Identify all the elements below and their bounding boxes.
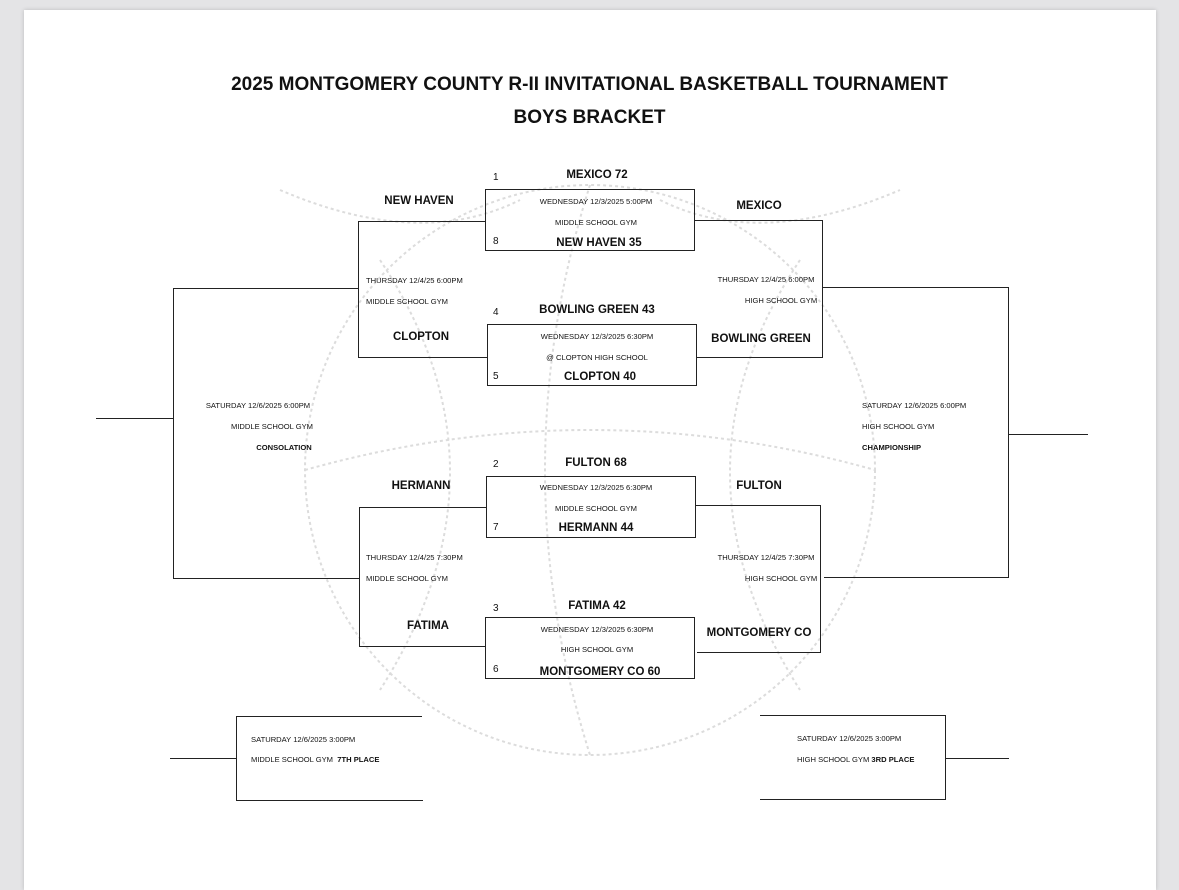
bracket-team-bottom: CLOPTON (392, 331, 450, 343)
bracket-line (359, 507, 486, 508)
game-team-bottom: CLOPTON 40 (564, 371, 636, 383)
bracket-line (697, 357, 823, 358)
game-date: WEDNESDAY 12/3/2025 6:30PM (540, 625, 654, 634)
game-team-top: MEXICO 72 (566, 169, 628, 181)
page-title: 2025 MONTGOMERY COUNTY R-II INVITATIONAL BASKETBALL TOURNAMENT (231, 74, 948, 95)
game-venue: HIGH SCHOOL GYM (560, 645, 634, 654)
bracket-line (170, 758, 236, 759)
consolation-date: SATURDAY 12/6/2025 6:00PM (205, 401, 311, 410)
bracket-line (358, 221, 359, 357)
championship-venue: HIGH SCHOOL GYM (862, 422, 935, 431)
bracket-team-top: MEXICO (736, 200, 782, 212)
bracket-line (173, 288, 358, 289)
seed-label: 5 (493, 371, 499, 382)
bracket-line (359, 507, 360, 646)
bracket-team-top: HERMANN (391, 480, 451, 492)
third-place-label: 3RD PLACE (871, 755, 915, 764)
game-team-top: BOWLING GREEN 43 (539, 304, 655, 316)
bracket-line (696, 505, 820, 506)
bracket-line (822, 220, 823, 358)
bracket-team-bottom: MONTGOMERY CO (706, 627, 812, 639)
seed-label: 8 (493, 236, 499, 247)
game-team-top: FULTON 68 (565, 457, 627, 469)
bracket-line (358, 357, 487, 358)
bracket-line (945, 715, 946, 799)
bracket-line (946, 758, 1009, 759)
bracket-line (1008, 287, 1009, 577)
bracket-line (760, 799, 946, 800)
championship-date: SATURDAY 12/6/2025 6:00PM (862, 401, 967, 410)
page-subtitle: BOYS BRACKET (513, 107, 666, 128)
bracket-team-top: NEW HAVEN (384, 195, 454, 207)
bracket-team-top: FULTON (736, 480, 782, 492)
bracket-date: THURSDAY 12/4/25 7:30PM (717, 553, 815, 562)
bracket-line (236, 716, 237, 800)
seed-label: 6 (493, 664, 499, 675)
bracket-venue: MIDDLE SCHOOL GYM (366, 574, 448, 583)
bracket-line (820, 505, 821, 652)
bracket-date: THURSDAY 12/4/25 6:00PM (717, 275, 815, 284)
bracket-line (823, 287, 1009, 288)
seventh-place-venue: MIDDLE SCHOOL GYM (251, 755, 333, 764)
bracket-line (697, 652, 821, 653)
third-place-venue: HIGH SCHOOL GYM (797, 755, 870, 764)
bracket-line (237, 716, 422, 717)
game-date: WEDNESDAY 12/3/2025 6:30PM (539, 483, 653, 492)
seed-label: 2 (493, 459, 499, 470)
bracket-venue: HIGH SCHOOL GYM (744, 296, 818, 305)
seed-label: 3 (493, 603, 499, 614)
seed-label: 4 (493, 307, 499, 318)
bracket-line (1009, 434, 1088, 435)
bracket-line (173, 288, 174, 578)
bracket-date: THURSDAY 12/4/25 7:30PM (366, 553, 463, 562)
game-team-top: FATIMA 42 (568, 600, 626, 612)
game-team-bottom: MONTGOMERY CO 60 (539, 666, 661, 678)
game-venue: @ CLOPTON HIGH SCHOOL (546, 353, 648, 362)
bracket-line (173, 578, 359, 579)
seventh-place-date: SATURDAY 12/6/2025 3:00PM (251, 735, 356, 744)
third-place-date: SATURDAY 12/6/2025 3:00PM (797, 734, 902, 743)
game-date: WEDNESDAY 12/3/2025 6:30PM (540, 332, 654, 341)
bracket-venue: HIGH SCHOOL GYM (744, 574, 818, 583)
game-venue: MIDDLE SCHOOL GYM (555, 504, 637, 513)
seed-label: 7 (493, 522, 499, 533)
consolation-venue: MIDDLE SCHOOL GYM (231, 422, 313, 431)
bracket-line (824, 577, 1009, 578)
game-date: WEDNESDAY 12/3/2025 5:00PM (539, 197, 653, 206)
bracket-line (96, 418, 173, 419)
seed-label: 1 (493, 172, 499, 183)
bracket-team-bottom: BOWLING GREEN (711, 333, 811, 345)
game-team-bottom: HERMANN 44 (558, 522, 634, 534)
game-team-bottom: NEW HAVEN 35 (556, 237, 642, 249)
bracket-date: THURSDAY 12/4/25 6:00PM (366, 276, 463, 285)
bracket-venue: MIDDLE SCHOOL GYM (366, 297, 448, 306)
consolation-label: CONSOLATION (256, 443, 312, 452)
game-venue: MIDDLE SCHOOL GYM (555, 218, 637, 227)
championship-label: CHAMPIONSHIP (862, 443, 922, 452)
bracket-line (695, 220, 823, 221)
bracket-team-bottom: FATIMA (407, 620, 449, 632)
seventh-place-label: 7TH PLACE (337, 755, 380, 764)
bracket-line (236, 800, 423, 801)
bracket-line (760, 715, 946, 716)
bracket-line (358, 221, 486, 222)
bracket-line (359, 646, 485, 647)
